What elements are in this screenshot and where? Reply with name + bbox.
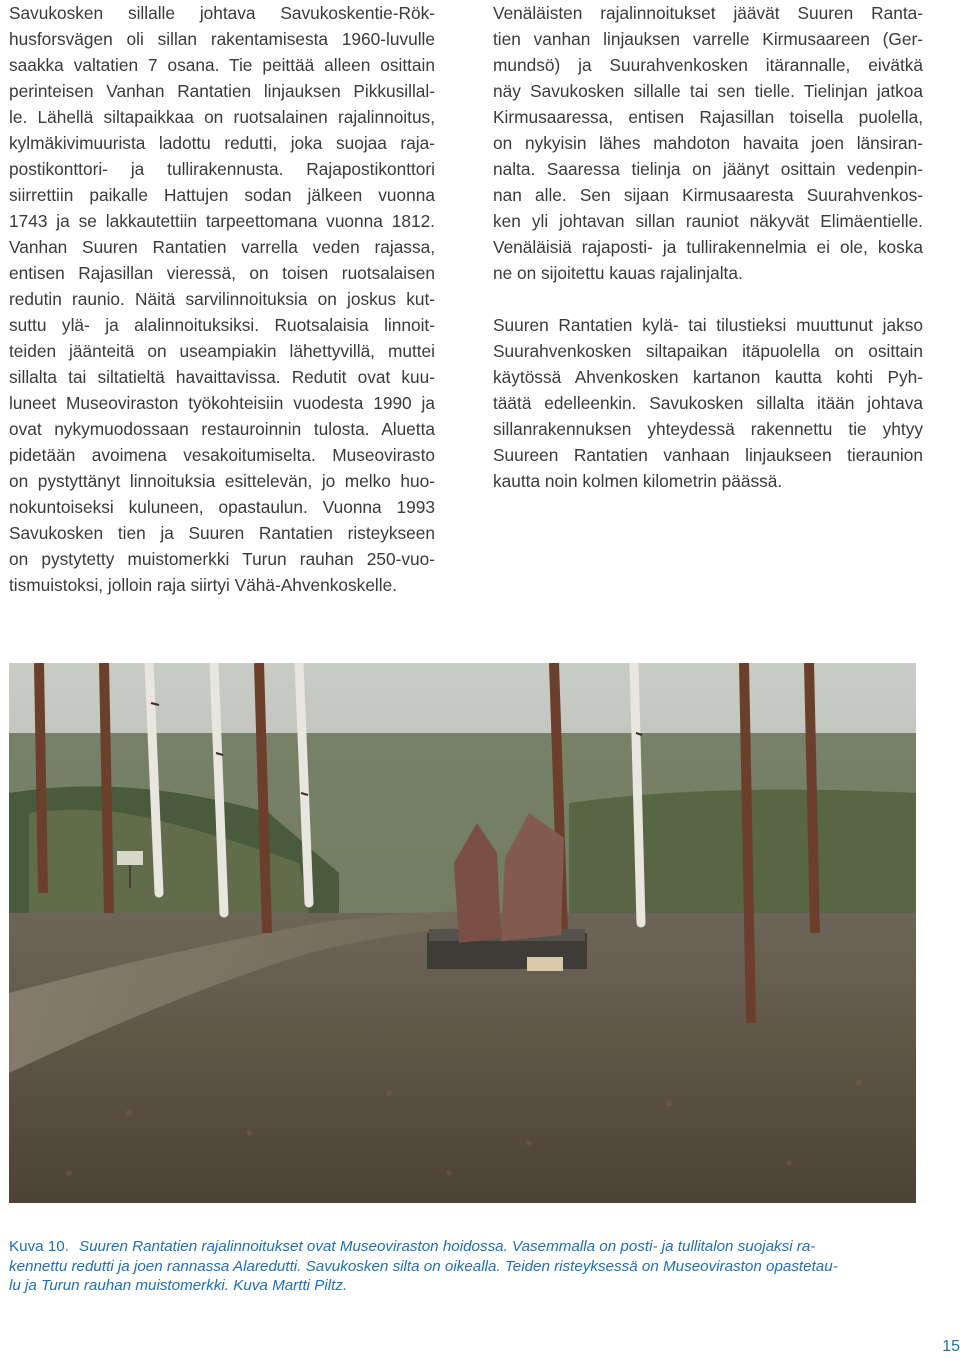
caption-line: kennettu redutti ja joen rannassa Alaredutti. Savukosken silta on oikealla. Teiden risteyksessä on Museoviraston opastetau- <box>9 1257 838 1275</box>
figure-caption <box>9 1237 919 1296</box>
text-line: pidetään avoimena vesakoitumiselta. Museovirasto <box>9 445 435 465</box>
text-line: on pystyttänyt linnoituksia esittelevän, jo melko huo- <box>9 471 435 491</box>
text-line: Venäläisiä rajaposti- ja tullirakennelmia ei ole, koska <box>493 237 923 257</box>
text-line: suttu ylä- ja alalinnoituksiksi. Ruotsalaisia linnoit- <box>9 315 435 335</box>
right-paragraph-1 <box>493 0 923 286</box>
caption-line: lu ja Turun rauhan muistomerkki. Kuva Martti Piltz. <box>9 1277 348 1294</box>
text-line: täätä edelleenkin. Savukosken sillalta itään johtava <box>493 393 923 413</box>
text-line: Venäläisten rajalinnoitukset jäävät Suuren Ranta- <box>493 3 923 23</box>
text-line: nalta. Saaressa tielinja on jäänyt osittain vedenpin- <box>493 159 923 179</box>
text-line: entisen Rajasillan vieressä, on toisen ruotsalaisen <box>9 263 435 283</box>
text-line: on nykyisin lähes mahdoton havaita joen länsiran- <box>493 133 923 153</box>
text-line: 1743 ja se lakkautettiin tarpeettomana vuonna 1812. <box>9 211 435 231</box>
text-line: luneet Museoviraston työkohteisiin vuodesta 1990 ja <box>9 393 435 413</box>
text-line: nan alle. Sen sijaan Kirmusaaresta Suurahvenkos- <box>493 185 923 205</box>
text-line: ovat nykymuodossaan restauroinnin tulosta. Aluetta <box>9 419 435 439</box>
text-line: Suuren Rantatien kylä- tai tilustieksi muuttunut jakso <box>493 315 923 335</box>
text-line: kylmäkivimuurista ladottu redutti, joka suojaa raja- <box>9 133 435 153</box>
forest-monument-photo <box>9 663 916 1203</box>
left-paragraph <box>9 0 435 598</box>
text-line: on pystytetty muistomerkki Turun rauhan 250-vuo- <box>9 549 435 569</box>
text-line: ne on sijoitettu kauas rajalinjalta. <box>493 263 743 283</box>
text-line: Suureen Rantatien vanhaan linjaukseen tieraunion <box>493 445 923 465</box>
right-text-column <box>493 0 923 494</box>
text-line: käytössä Ahvenkosken kartanon kautta kohti Pyh- <box>493 367 923 387</box>
text-line: nokuntoiseksi kuluneen, opastaulun. Vuonna 1993 <box>9 497 435 517</box>
page-number: 15 <box>942 1338 960 1355</box>
text-line: Suurahvenkosken siltapaikan itäpuolella on osittain <box>493 341 923 361</box>
caption-text: Suuren Rantatien rajalinnoitukset ovat Museoviraston hoidossa. Vasemmalla on posti- ja tullitalon suojaksi ra- <box>78 1238 816 1255</box>
text-line: Savukosken tien ja Suuren Rantatien risteykseen <box>9 523 435 543</box>
text-line: Savukosken sillalle johtava Savukoskentie-Rök- <box>9 3 435 23</box>
text-line: mundsö) ja Suurahvenkosken itärannalle, eivätkä <box>493 55 923 75</box>
text-line: tismuistoksi, jolloin raja siirtyi Vähä-Ahvenkoskelle. <box>9 575 398 595</box>
text-line: kautta noin kolmen kilometrin päässä. <box>493 471 783 491</box>
text-line: tien vanhan linjauksen varrelle Kirmusaareen (Ger- <box>493 29 923 49</box>
text-line: sillalta tai siltatieltä havaittavissa. Redutit ovat kuu- <box>9 367 435 387</box>
right-paragraph-2 <box>493 312 923 494</box>
figure-label: Kuva 10. <box>9 1238 69 1255</box>
caption-line <box>9 1237 919 1257</box>
text-line: ken yli johtavan sillan rauniot näkyvät Elimäentielle. <box>493 211 923 231</box>
text-line: teiden jäänteitä on useampiakin lähettyvillä, muttei <box>9 341 435 361</box>
text-line: näy Savukosken sillalle tai sen tielle. Tielinjan jatkoa <box>493 81 923 101</box>
text-line: perinteisen Vanhan Rantatien linjauksen Pikkusillal- <box>9 81 435 101</box>
text-line: siirrettiin paikalle Hattujen sodan jälkeen vuonna <box>9 185 435 205</box>
paragraph-gap <box>493 286 923 312</box>
text-line: sillanrakennuksen yhteydessä rakennettu tie yhtyy <box>493 419 923 439</box>
text-line: saakka valtatien 7 osana. Tie peittää alleen osittain <box>9 55 435 75</box>
text-line: Kirmusaaressa, entisen Rajasillan toisella puolella, <box>493 107 923 127</box>
text-line: le. Lähellä siltapaikkaa on ruotsalainen rajalinnoitus, <box>9 107 435 127</box>
text-line: Vanhan Suuren Rantatien varrella veden rajassa, <box>9 237 435 257</box>
text-line: husforsvägen oli sillan rakentamisesta 1960-luvulle <box>9 29 435 49</box>
text-line: redutin raunio. Näitä sarvilinnoituksia on joskus kut- <box>9 289 435 309</box>
left-text-column <box>9 0 435 598</box>
text-line: postikonttori- ja tullirakennusta. Rajapostikonttori <box>9 159 435 179</box>
